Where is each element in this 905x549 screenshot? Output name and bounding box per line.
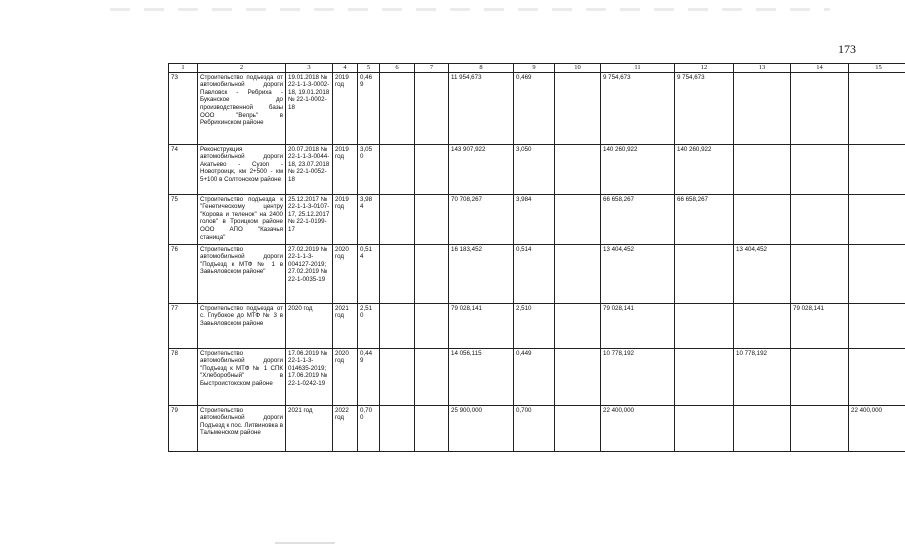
cell-col-15: 22 400,000 — [849, 405, 905, 451]
cell-col-2: Реконструкция автомобильной дороги Акатьево - Сузоп - Новотроицк, км 2+500 - км 5+100 в Солтонском районе — [198, 144, 286, 194]
column-header-3: 3 — [286, 64, 333, 73]
cell-col-15 — [849, 194, 905, 244]
cell-col-4: 2021 год — [333, 303, 358, 348]
cell-col-15 — [849, 244, 905, 303]
cell-col-6 — [380, 144, 415, 194]
cell-col-15 — [849, 144, 905, 194]
table-row — [169, 348, 905, 405]
cell-col-4: 2020 год — [333, 244, 358, 303]
scan-artifact-top — [110, 8, 830, 11]
cell-col-9: 0,449 — [514, 348, 555, 405]
cell-col-12 — [675, 303, 734, 348]
cell-col-9: 2,510 — [514, 303, 555, 348]
cell-col-12 — [675, 405, 734, 451]
column-header-11: 11 — [601, 64, 675, 73]
cell-col-5: 3,05 0 — [358, 144, 380, 194]
cell-col-15 — [849, 72, 905, 144]
cell-col-1: 75 — [169, 194, 198, 244]
cell-col-9: 0,514 — [514, 244, 555, 303]
cell-col-7 — [415, 72, 449, 144]
cell-col-15 — [849, 303, 905, 348]
cell-col-2: Строительство автомобильной дороги Подъезд к пос. Литвиновка в Тальменском районе — [198, 405, 286, 451]
table-row — [169, 303, 905, 348]
scan-artifact-bottom — [275, 542, 335, 544]
cell-col-6 — [380, 405, 415, 451]
column-header-14: 14 — [791, 64, 849, 73]
cell-col-13 — [734, 303, 791, 348]
cell-col-4: 2019 год — [333, 194, 358, 244]
cell-col-14 — [791, 348, 849, 405]
cell-col-12 — [675, 348, 734, 405]
cell-col-8: 16 183,452 — [449, 244, 514, 303]
cell-col-5: 0,70 0 — [358, 405, 380, 451]
column-header-12: 12 — [675, 64, 734, 73]
cell-col-3: 19.01.2018 № 22-1-1-3-0002-18, 19.01.2018 № 22-1-0002-18 — [286, 72, 333, 144]
cell-col-8: 70 708,267 — [449, 194, 514, 244]
cell-col-1: 76 — [169, 244, 198, 303]
cell-col-9: 0,700 — [514, 405, 555, 451]
column-header-1: 1 — [169, 64, 198, 73]
cell-col-3: 17.06.2019 № 22-1-1-3-014635-2019; 17.06.2019 № 22-1-0242-19 — [286, 348, 333, 405]
cell-col-14 — [791, 244, 849, 303]
cell-col-13 — [734, 405, 791, 451]
cell-col-10 — [555, 348, 601, 405]
cell-col-10 — [555, 144, 601, 194]
cell-col-9: 0,469 — [514, 72, 555, 144]
cell-col-12: 140 260,922 — [675, 144, 734, 194]
cell-col-10 — [555, 244, 601, 303]
table-row — [169, 72, 905, 144]
cell-col-14 — [791, 194, 849, 244]
cell-col-11: 22 400,000 — [601, 405, 675, 451]
cell-col-5: 2,51 0 — [358, 303, 380, 348]
column-header-8: 8 — [449, 64, 514, 73]
cell-col-14 — [791, 144, 849, 194]
cell-col-5: 0,44 9 — [358, 348, 380, 405]
cell-col-14 — [791, 72, 849, 144]
table-row — [169, 405, 905, 451]
cell-col-3: 27.02.2019 № 22-1-1-3-004127-2019; 27.02.2019 № 22-1-0035-19 — [286, 244, 333, 303]
cell-col-10 — [555, 194, 601, 244]
cell-col-4: 2019 год — [333, 72, 358, 144]
cell-col-2: Строительство автомобильной дороги "Подъезд к МТФ № 1 СПК "Хлеборобный" в Быстроистокском районе — [198, 348, 286, 405]
cell-col-10 — [555, 303, 601, 348]
cell-col-13 — [734, 144, 791, 194]
cell-col-7 — [415, 405, 449, 451]
cell-col-10 — [555, 405, 601, 451]
cell-col-11: 9 754,673 — [601, 72, 675, 144]
cell-col-2: Строительство подъезда от автомобильной дороги Павловск - Ребриха - Буканское до производственной базы ООО "Вепрь" в Ребрихинском районе — [198, 72, 286, 144]
column-header-10: 10 — [555, 64, 601, 73]
cell-col-5: 0,46 9 — [358, 72, 380, 144]
table-row — [169, 244, 905, 303]
cell-col-6 — [380, 244, 415, 303]
cell-col-6 — [380, 303, 415, 348]
cell-col-10 — [555, 72, 601, 144]
cell-col-5: 3,98 4 — [358, 194, 380, 244]
cell-col-2: Строительство подъезда к "Генетическому центру "Корова и теленок" на 2400 голов" в Троицком районе ООО АПО "Казачья станица" — [198, 194, 286, 244]
cell-col-12 — [675, 244, 734, 303]
cell-col-5: 0,51 4 — [358, 244, 380, 303]
cell-col-11: 10 778,192 — [601, 348, 675, 405]
cell-col-7 — [415, 244, 449, 303]
cell-col-7 — [415, 348, 449, 405]
column-header-13: 13 — [734, 64, 791, 73]
data-table — [168, 63, 905, 452]
cell-col-1: 77 — [169, 303, 198, 348]
cell-col-3: 2021 год — [286, 405, 333, 451]
cell-col-7 — [415, 144, 449, 194]
cell-col-7 — [415, 194, 449, 244]
page-number: 173 — [838, 42, 856, 56]
cell-col-8: 79 028,141 — [449, 303, 514, 348]
column-header-9: 9 — [514, 64, 555, 73]
cell-col-1: 74 — [169, 144, 198, 194]
cell-col-1: 78 — [169, 348, 198, 405]
table-row — [169, 194, 905, 244]
cell-col-13 — [734, 194, 791, 244]
cell-col-3: 25.12.2017 № 22-1-1-3-0107-17, 25.12.2017 № 22-1-0199-17 — [286, 194, 333, 244]
cell-col-8: 14 056,115 — [449, 348, 514, 405]
cell-col-9: 3,984 — [514, 194, 555, 244]
column-header-6: 6 — [380, 64, 415, 73]
cell-col-8: 11 954,673 — [449, 72, 514, 144]
column-header-7: 7 — [415, 64, 449, 73]
cell-col-2: Строительство подъезда от с. Глубокое до МТФ № 3 в Завьяловском районе — [198, 303, 286, 348]
cell-col-4: 2019 год — [333, 144, 358, 194]
cell-col-12: 9 754,673 — [675, 72, 734, 144]
cell-col-13: 13 404,452 — [734, 244, 791, 303]
cell-col-2: Строительство автомобильной дороги "Подъезд к МТФ № 1 в Завьяловском районе" — [198, 244, 286, 303]
column-header-4: 4 — [333, 64, 358, 73]
cell-col-14: 79 028,141 — [791, 303, 849, 348]
cell-col-4: 2020 год — [333, 348, 358, 405]
header-row — [169, 64, 905, 73]
cell-col-1: 79 — [169, 405, 198, 451]
cell-col-11: 66 658,267 — [601, 194, 675, 244]
cell-col-12: 66 658,267 — [675, 194, 734, 244]
cell-col-1: 73 — [169, 72, 198, 144]
column-header-5: 5 — [358, 64, 380, 73]
column-header-15: 15 — [849, 64, 905, 73]
cell-col-6 — [380, 194, 415, 244]
cell-col-3: 2020 год — [286, 303, 333, 348]
cell-col-15 — [849, 348, 905, 405]
column-header-2: 2 — [198, 64, 286, 73]
cell-col-6 — [380, 348, 415, 405]
cell-col-8: 25 900,000 — [449, 405, 514, 451]
cell-col-6 — [380, 72, 415, 144]
cell-col-13: 10 778,192 — [734, 348, 791, 405]
cell-col-7 — [415, 303, 449, 348]
cell-col-3: 20.07.2018 № 22-1-1-3-0044-18, 23.07.2018 № 22-1-0052-18 — [286, 144, 333, 194]
cell-col-11: 79 028,141 — [601, 303, 675, 348]
cell-col-11: 140 260,922 — [601, 144, 675, 194]
cell-col-13 — [734, 72, 791, 144]
cell-col-4: 2022 год — [333, 405, 358, 451]
cell-col-8: 143 907,922 — [449, 144, 514, 194]
table-row — [169, 144, 905, 194]
cell-col-14 — [791, 405, 849, 451]
cell-col-11: 13 404,452 — [601, 244, 675, 303]
cell-col-9: 3,050 — [514, 144, 555, 194]
